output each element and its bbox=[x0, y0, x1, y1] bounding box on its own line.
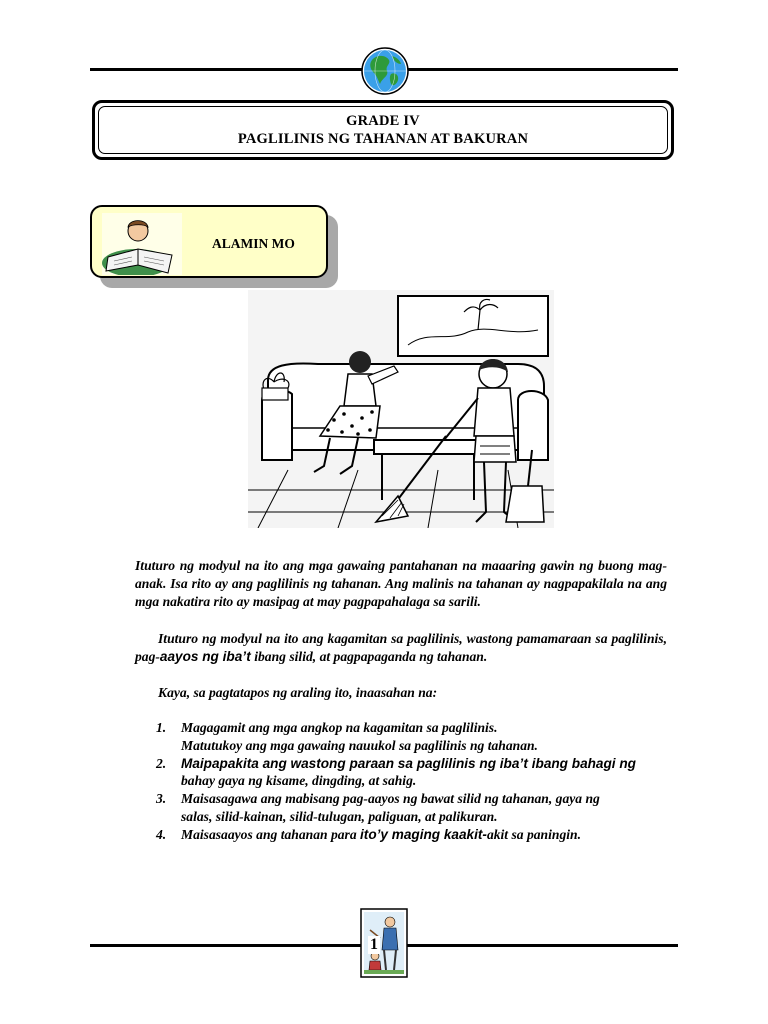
title-box bbox=[92, 100, 674, 160]
section-tab bbox=[90, 205, 340, 290]
list-item-text-b: ito’y maging kaakit- bbox=[360, 826, 487, 842]
list-item-text: Maisasagawa ang mabisang pag-aayos ng bawat silid ng tahanan, gaya ng bbox=[181, 791, 600, 807]
list-item-text: Magagamit ang mga angkop na kagamitan sa paglilinis. bbox=[181, 720, 498, 735]
intro-paragraph-1 bbox=[135, 557, 667, 611]
list-item-number: 3. bbox=[156, 791, 167, 807]
list-item-number: 1. bbox=[156, 720, 167, 735]
intro-paragraph-2-text-c: ibang silid, at pagpapaganda ng tahanan. bbox=[250, 649, 488, 664]
list-item-text: bahay gaya ng kisame, dingding, at sahig. bbox=[181, 773, 417, 789]
objectives-list bbox=[135, 719, 675, 844]
list-item-number: 4. bbox=[156, 826, 167, 842]
list-item bbox=[135, 755, 675, 791]
list-item-text-a: Maisasaayos ang tahanan para bbox=[181, 826, 361, 842]
intro-paragraph-1-text: Ituturo ng modyul na ito ang mga gawaing pantahanan na maaaring gawin ng buong mag-anak. Isa rito ay ang paglilinis ng tahanan. Ang malinis na tahanan ay nagpapakilala na ang mga nakatira rito ay masipag at may pagpapahalaga sa sarili. bbox=[135, 558, 667, 609]
intro-paragraph-3-text: Kaya, sa pagtatapos ng araling ito, inaasahan na: bbox=[158, 685, 438, 700]
children-cleaning-illustration bbox=[248, 290, 554, 528]
grade-label: GRADE IV bbox=[346, 113, 420, 129]
intro-paragraph-2-text-b: aayos ng iba’t bbox=[159, 649, 251, 664]
intro-paragraph-2-text-a: Ituturo ng modyul na ito ang kagamitan sa paglilinis, wastong pamamaraan sa paglilinis, pag- bbox=[135, 631, 667, 664]
reading-man-icon bbox=[102, 213, 182, 275]
page-number: 1 bbox=[370, 936, 378, 953]
lesson-title: PAGLILINIS NG TAHANAN AT BAKURAN bbox=[237, 131, 529, 147]
list-item-text: salas, silid-kainan, silid-tulugan, paliguan, at palikuran. bbox=[181, 808, 498, 824]
list-item-number: 2. bbox=[156, 755, 167, 771]
title-box-inner bbox=[98, 106, 668, 154]
list-item bbox=[135, 826, 675, 844]
page-badge bbox=[360, 908, 408, 978]
list-item-text-c: akit sa paningin. bbox=[486, 826, 581, 842]
list-item-text: Maipapakita ang wastong paraan sa paglilinis ng iba’t ibang bahagi ng bbox=[181, 755, 636, 771]
globe-icon bbox=[360, 46, 410, 96]
intro-paragraph-3 bbox=[135, 684, 667, 702]
list-item-text bbox=[181, 826, 675, 844]
section-tab-card bbox=[90, 205, 328, 278]
section-tab-label: ALAMIN MO bbox=[212, 236, 295, 251]
list-item bbox=[135, 719, 675, 755]
intro-paragraph-2 bbox=[135, 630, 667, 666]
list-item bbox=[135, 790, 675, 826]
list-item-text: Matutukoy ang mga gawaing nauukol sa paglilinis ng tahanan. bbox=[181, 737, 538, 753]
